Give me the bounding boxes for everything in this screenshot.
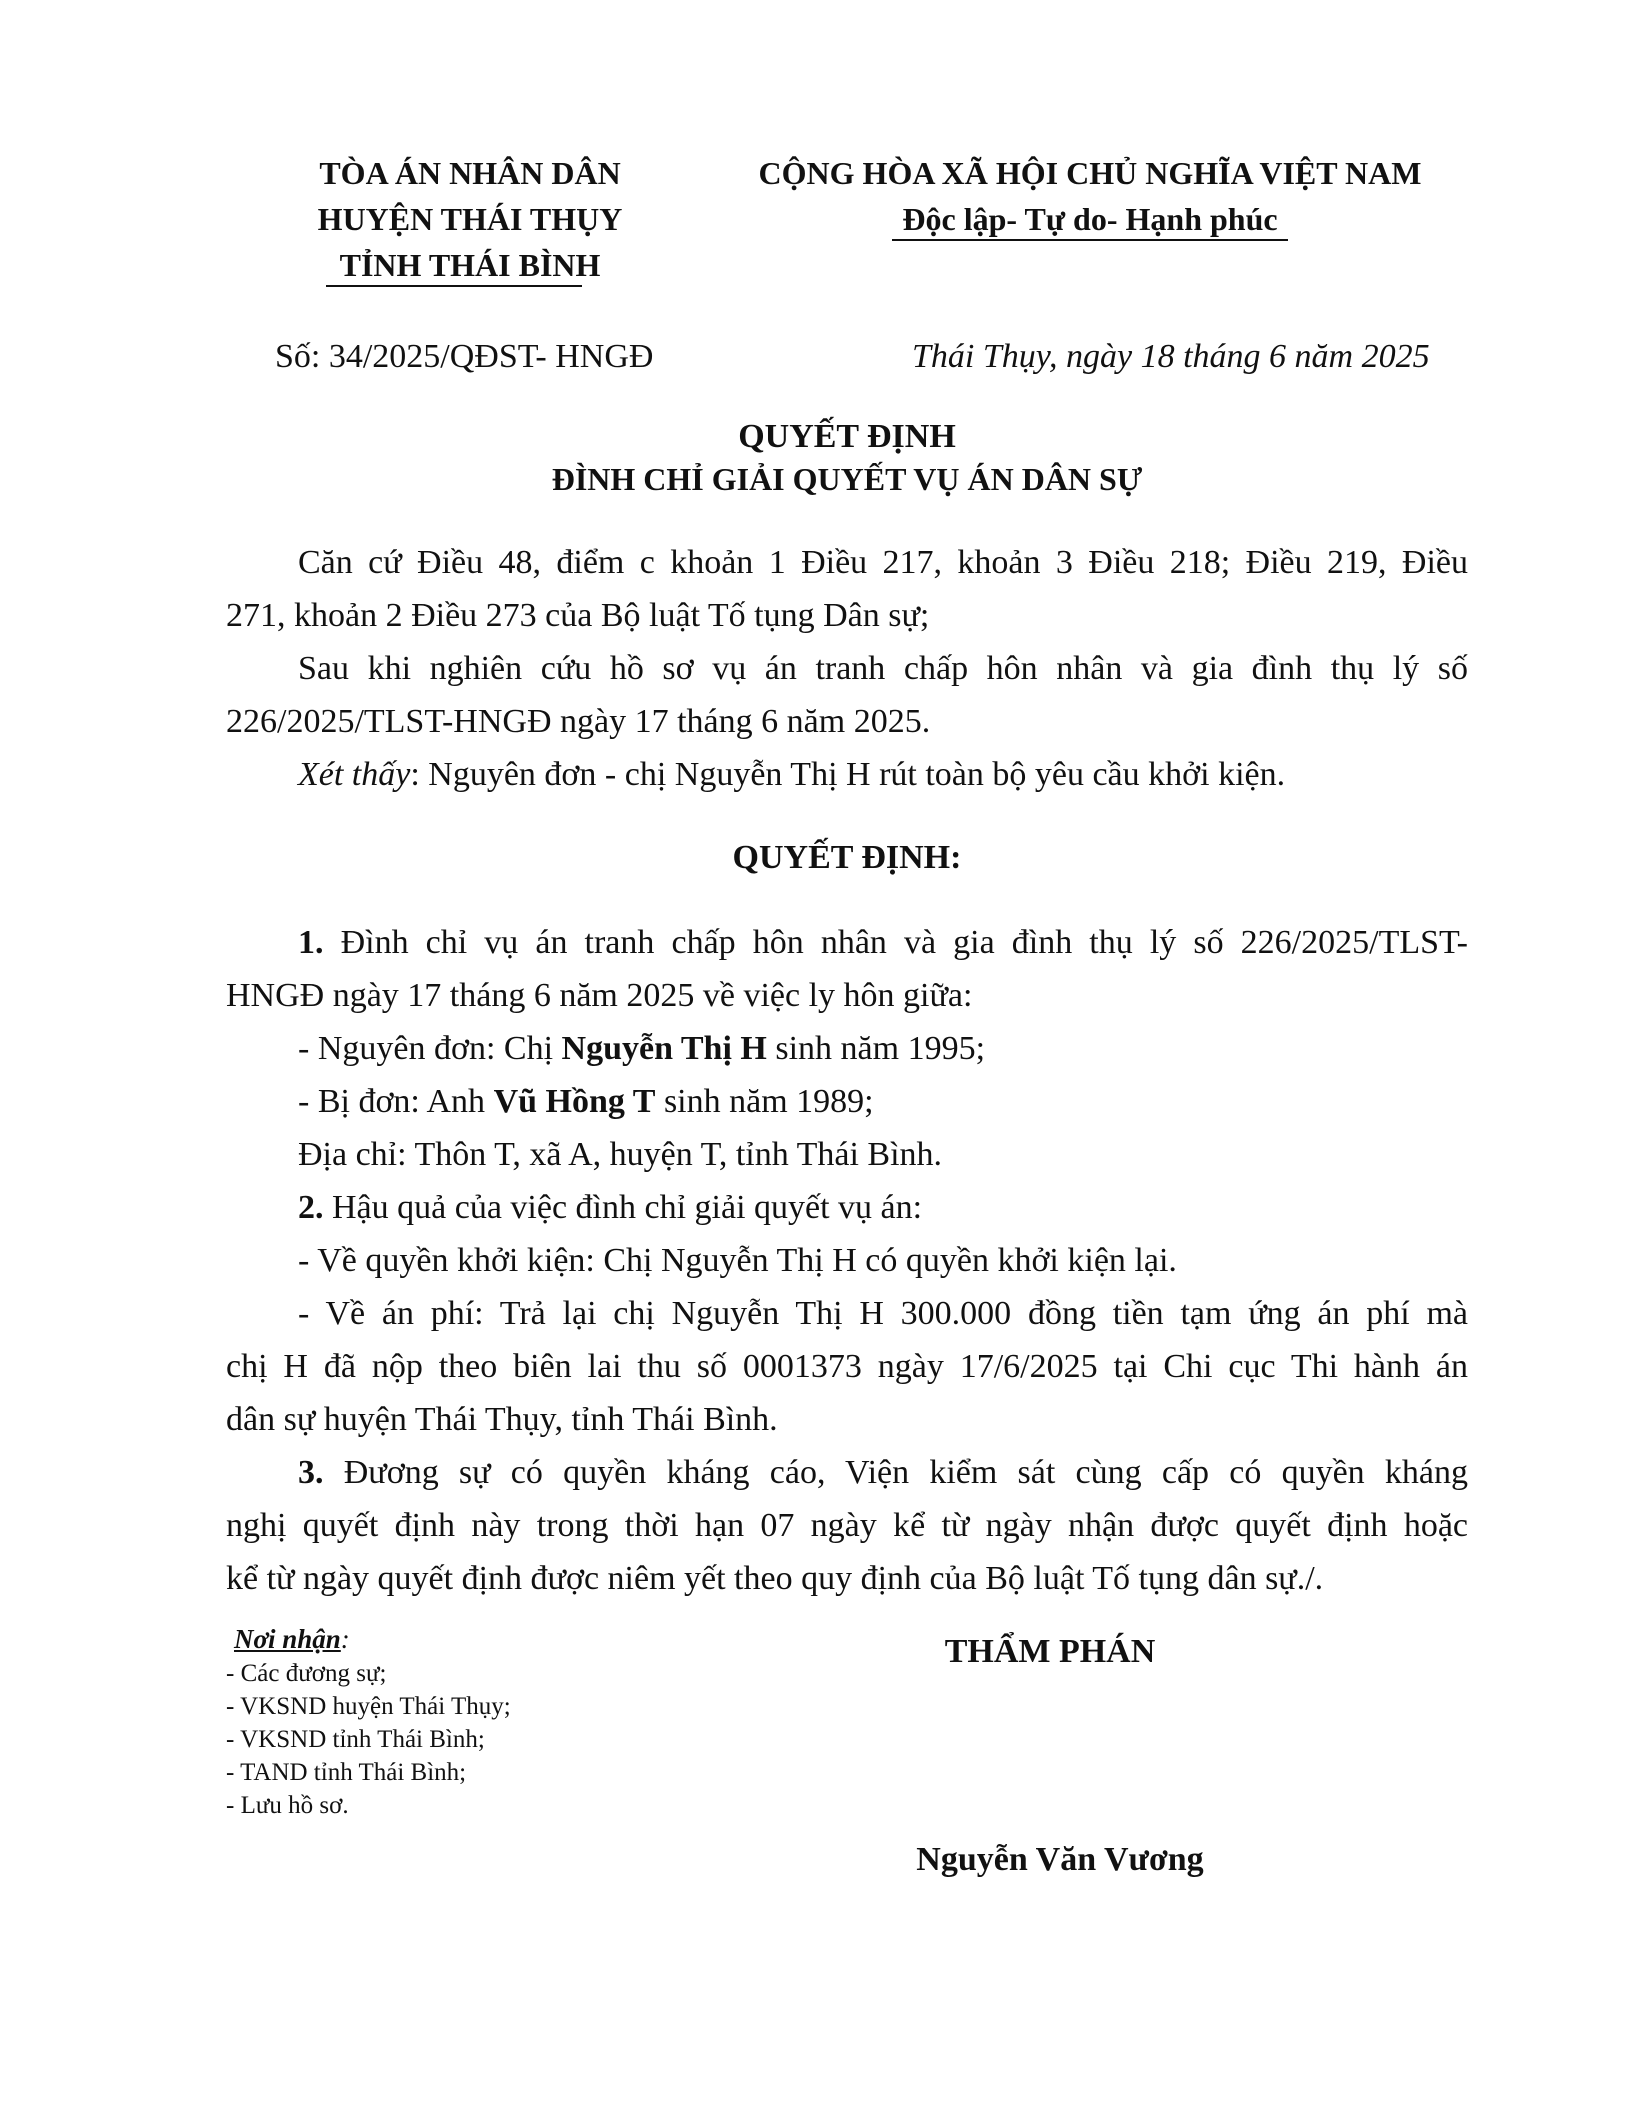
item2-fee-line1: - Về án phí: Trả lại chị Nguyễn Thị H 300.000 đồng tiền tạm ứng án phí mà (298, 1295, 1468, 1332)
recipients-title-text: Nơi nhận (234, 1624, 341, 1654)
national-motto: Độc lập- Tự do- Hạnh phúc (902, 201, 1278, 237)
preamble-p3-label: Xét thấy (298, 756, 411, 793)
item2-fee-line2: chị H đã nộp theo biên lai thu số 0001373 ngày 17/6/2025 tại Chi cục Thi hành án (226, 1348, 1468, 1385)
signer-role: THẨM PHÁN (944, 1633, 1156, 1670)
item1-line1 (298, 916, 1468, 969)
plaintiff-line (298, 1022, 985, 1075)
document-subtitle: ĐÌNH CHỈ GIẢI QUYẾT VỤ ÁN DÂN SỰ (551, 461, 1143, 497)
defendant-name: Vũ Hồng T (493, 1083, 656, 1120)
court-name-line1: TÒA ÁN NHÂN DÂN (319, 155, 621, 191)
document-title: QUYẾT ĐỊNH (738, 418, 956, 455)
preamble-p1-line2: 271, khoản 2 Điều 273 của Bộ luật Tố tụng Dân sự; (226, 597, 930, 634)
item1-text: Đình chỉ vụ án tranh chấp hôn nhân và gia đình thụ lý số 226/2025/TLST- (323, 924, 1468, 961)
defendant-line (298, 1075, 874, 1128)
document-number: Số: 34/2025/QĐST- HNGĐ (275, 338, 654, 375)
address-line: Địa chỉ: Thôn T, xã A, huyện T, tỉnh Thái Bình. (298, 1136, 943, 1173)
recipients-title (234, 1622, 350, 1656)
item1-number: 1. (298, 924, 324, 961)
item2-right-line: - Về quyền khởi kiện: Chị Nguyễn Thị H có quyền khởi kiện lại. (298, 1242, 1177, 1279)
recipients-list (226, 1657, 511, 1822)
court-name-line2: HUYỆN THÁI THỤY (317, 201, 623, 237)
national-motto-underline (892, 239, 1288, 241)
item3-line2: nghị quyết định này trong thời hạn 07 ngày kể từ ngày nhận được quyết định hoặc (226, 1507, 1468, 1544)
recipient-item: - VKSND tỉnh Thái Bình; (226, 1726, 485, 1753)
recipient-item: - VKSND huyện Thái Thụy; (226, 1693, 511, 1720)
plaintiff-name: Nguyễn Thị H (561, 1030, 767, 1067)
preamble-p1-line1: Căn cứ Điều 48, điểm c khoản 1 Điều 217, khoản 3 Điều 218; Điều 219, Điều (298, 544, 1468, 581)
item3-line1 (298, 1446, 1468, 1499)
item2-heading (298, 1181, 922, 1234)
national-title: CỘNG HÒA XÃ HỘI CHỦ NGHĨA VIỆT NAM (758, 155, 1422, 191)
defendant-prefix: - Bị đơn: Anh (298, 1083, 494, 1120)
recipient-item: - Các đương sự; (226, 1660, 387, 1687)
court-name-underline (326, 285, 582, 287)
court-name-line3: TỈNH THÁI BÌNH (339, 247, 601, 283)
recipient-item: - Lưu hồ sơ. (226, 1792, 349, 1819)
item2-text: Hậu quả của việc đình chỉ giải quyết vụ án: (323, 1189, 923, 1226)
preamble-p3-text: : Nguyên đơn - chị Nguyễn Thị H rút toàn bộ yêu cầu khởi kiện. (410, 756, 1286, 793)
recipient-item: - TAND tỉnh Thái Bình; (226, 1759, 467, 1786)
item3-number: 3. (298, 1454, 324, 1491)
item2-number: 2. (298, 1189, 324, 1226)
item2-fee-line3: dân sự huyện Thái Thụy, tỉnh Thái Bình. (226, 1401, 778, 1438)
item3-line3: kể từ ngày quyết định được niêm yết theo quy định của Bộ luật Tố tụng dân sự./. (226, 1560, 1324, 1597)
defendant-suffix: sinh năm 1989; (655, 1083, 874, 1120)
decision-heading: QUYẾT ĐỊNH: (732, 839, 962, 876)
signer-name: Nguyễn Văn Vương (916, 1841, 1204, 1878)
plaintiff-suffix: sinh năm 1995; (766, 1030, 986, 1067)
preamble-p2-line1: Sau khi nghiên cứu hồ sơ vụ án tranh chấp hôn nhân và gia đình thụ lý số (298, 650, 1468, 687)
recipients-title-colon: : (340, 1624, 350, 1654)
preamble-p3 (298, 748, 1285, 801)
item3-text: Đương sự có quyền kháng cáo, Viện kiểm sát cùng cấp có quyền kháng (323, 1454, 1468, 1491)
plaintiff-prefix: - Nguyên đơn: Chị (298, 1030, 562, 1067)
item1-line2: HNGĐ ngày 17 tháng 6 năm 2025 về việc ly hôn giữa: (226, 977, 973, 1014)
place-date: Thái Thụy, ngày 18 tháng 6 năm 2025 (912, 338, 1430, 375)
preamble-p2-line2: 226/2025/TLST-HNGĐ ngày 17 tháng 6 năm 2025. (226, 703, 931, 740)
